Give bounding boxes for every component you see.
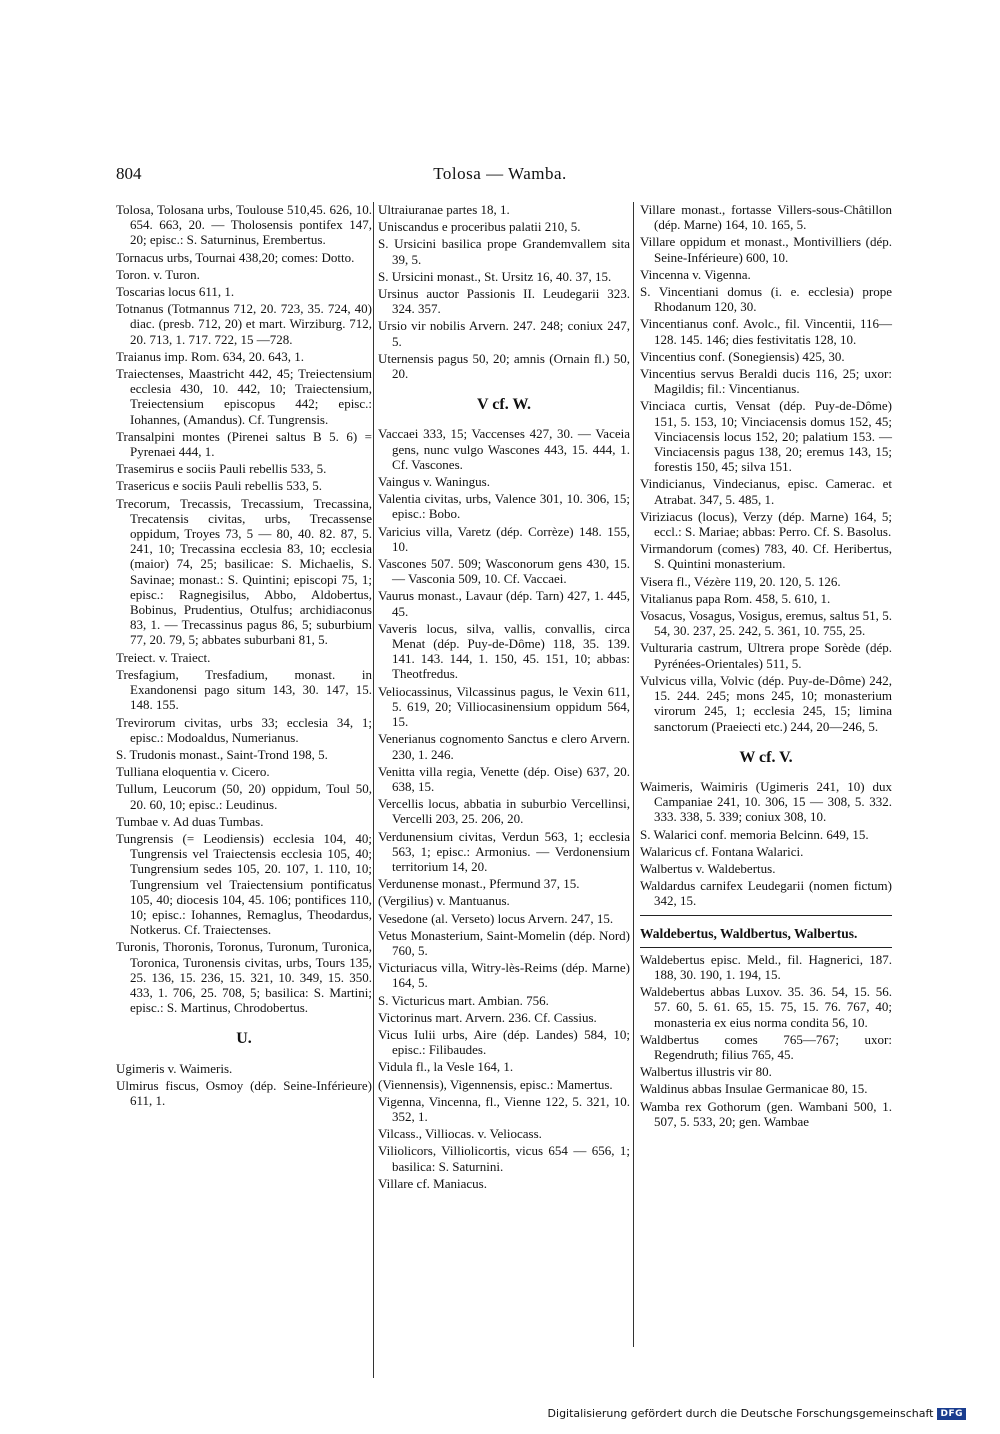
entry-list [640,952,892,1129]
index-entry: Valentia civitas, urbs, Valence 301, 10. 306, 15; episc.: Bobo. [378,491,630,522]
column-divider [373,202,374,1378]
index-entry: Ultraiuranae partes 18, 1. [378,202,510,217]
index-entry: Vinciaca curtis, Vensat (dép. Puy-de-Dôme) 151, 5. 153, 10; Vinciacensis domus 152, 45; Vinciacensis locus 152, 20; palatium 153. — Vinciacensis pagus 138, 20; eremus 143, 15; forestis 150, 45; silva 151. [640,398,892,475]
index-entry: Transalpini montes (Pirenei saltus B 5. 6) = Pyrenaei 444, 1. [116,428,372,460]
index-entry: Virmandorum (comes) 783, 40. Cf. Heribertus, S. Quintini monasterium. [640,541,892,572]
index-entry: Victorinus mart. Arvern. 236. Cf. Cassius. [378,1009,597,1025]
entry-list [378,202,630,381]
entry-list [116,202,372,1015]
index-entry: Verdunense monast., Pfermund 37, 15. [378,876,580,892]
index-entry: Tresfagium, Tresfadium, monast. in Exandonensi pago situm 143, 30. 147, 15. 148. 155. [116,666,372,713]
index-entry: Viliolicors, Villiolicortis, vicus 654 — 656, 1; basilica: S. Saturnini. [378,1143,630,1174]
index-entry: Vercellis locus, abbatia in suburbio Vercellinsi, Vercelli 203, 25. 206, 20. [378,796,630,827]
index-entry: (Viennensis), Vigennensis, episc.: Mamertus. [378,1076,613,1092]
index-entry: Villare oppidum et monast., Montivilliers (dép. Seine-Inférieure) 600, 10. [640,234,892,265]
index-entry: Walaricus cf. Fontana Walarici. [640,843,804,859]
index-entry: Waldardus carnifex Leudegarii (nomen fictum) 342, 15. [640,878,892,909]
digitization-credit [548,1407,966,1420]
index-entry: Veliocassinus, Vilcassinus pagus, le Vexin 611, 5. 619, 20; Villiocasinensium oppidum 564, 15. [378,683,630,730]
index-entry: S. Victuricus mart. Ambian. 756. [378,992,549,1008]
index-entry: Waldbertus comes 765—767; uxor: Regendruth; filius 765, 45. [640,1031,892,1062]
index-entry: Tornacus urbs, Tournai 438,20; comes: Dotto. [116,249,355,265]
index-entry: Waldinus abbas Insulae Germanicae 80, 15. [640,1081,868,1097]
index-entry: Verdunensium civitas, Verdun 563, 1; ecclesia 563, 1; episc.: Armonius. — Verdonensium territorium 14, 20. [378,828,630,874]
index-entry: Vincentianus conf. Avolc., fil. Vincentii, 116—128. 145. 146; dies festivitatis 128, 10. [640,316,892,347]
index-entry: Vaveris locus, silva, vallis, convallis, circa Menat (dép. Puy-de-Dôme) 118, 35. 139. 141. 143. 144, 1. 150, 45. 151, 10; abbas: Theotfredus. [378,620,630,682]
index-entry: Villare monast., fortasse Villers-sous-Châtillon (dép. Marne) 164, 10. 165, 5. [640,202,892,233]
bold-subheading: Waldebertus, Waldbertus, Walbertus. [640,925,858,941]
index-entry: Viriziacus (locus), Verzy (dép. Marne) 164, 5; eccl.: S. Mariae; abbas: Perro. Cf. S. Basolus. [640,508,892,540]
page-number: 804 [116,164,142,183]
index-entry: Vindicianus, Vindecianus, episc. Camerac. et Atrabat. 347, 5. 485, 1. [640,476,892,507]
section-heading-w: W cf. V. [739,748,793,766]
index-entry: Tullum, Leucorum (50, 20) oppidum, Toul 50, 20. 60, 10; episc.: Leudinus. [116,781,372,812]
index-entry: Vaingus v. Waningus. [378,474,490,490]
entry-list [378,426,630,1191]
column-divider [633,202,634,1347]
index-entry: Vaccaei 333, 15; Vaccenses 427, 30. — Vaceia gens, nunc vulgo Wascones 443, 15. 444, 1. Cf. Vascones. [378,426,630,472]
entry-list [116,1061,372,1109]
index-entry: Ursinus auctor Passionis II. Leudegarii 323. 324. 357. [378,286,630,317]
index-entry: Venitta villa regia, Venette (dép. Oise) 637, 20. 638, 15. [378,763,630,794]
separator-line [640,915,892,916]
index-entry: Tumbae v. Ad duas Tumbas. [116,813,264,829]
index-entry: Vincentius servus Beraldi ducis 116, 25; uxor: Magildis; fil.: Vincentianus. [640,366,892,397]
index-entry: Varicius villa, Varetz (dép. Corrèze) 148. 155, 10. [378,523,630,554]
index-entry: Trasericus e sociis Pauli rebellis 533, 5. [116,478,323,494]
index-entry: Uternensis pagus 50, 20; amnis (Ornain fl.) 50, 20. [378,350,630,382]
index-entry: Villare cf. Maniacus. [378,1175,487,1191]
index-entry: S. Ursicini basilica prope Grandemvallem sita 39, 5. [378,236,630,267]
index-entry: (Vergilius) v. Mantuanus. [378,893,510,909]
section-heading-u: U. [236,1030,252,1048]
index-entry: Trasemirus e sociis Pauli rebellis 533, 5. [116,461,327,477]
index-entry: Venerianus cognomento Sanctus e clero Arvern. 230, 1. 246. [378,731,630,762]
index-entry: Vetus Monasterium, Saint-Momelin (dép. Nord) 760, 5. [378,927,630,958]
index-entry: Tungrensis (= Leodiensis) ecclesia 104, 40; Tungrensis vel Traiectensis ecclesia 105, 40; Tungrensium sedes 105, 20. 107, 1. 110, 10; Tungrensium vel Traiectensium pontificatus 105, 40; diocesis 104, 45. 106; pontifices 110, 10; episc.: Iohannes, Remaglus, Theodardus, Notkerus. Cf. Traiectenses. [116,830,372,938]
index-entry: Uniscandus e proceribus palatii 210, 5. [378,219,581,235]
index-entry: Vincenna v. Vigenna. [640,266,751,282]
section-heading-v: V cf. W. [477,396,531,414]
index-entry: Waldebertus episc. Meld., fil. Hagnerici, 187. 188, 30. 190, 1. 194, 15. [640,951,892,982]
index-entry: Toscarias locus 611, 1. [116,284,235,300]
index-entry: Treiect. v. Traiect. [116,649,211,665]
separator-line [640,947,892,948]
index-entry: Visera fl., Vézère 119, 20. 120, 5. 126. [640,573,841,589]
running-head: Tolosa — Wamba. [433,164,567,183]
index-entry: Victuriacus villa, Witry-lès-Reims (dép. Marne) 164, 5. [378,960,630,991]
index-entry: Ursio vir nobilis Arvern. 247. 248; coniux 247, 5. [378,318,630,349]
index-entry: Ugimeris v. Waimeris. [116,1060,233,1076]
index-entry: Trecorum, Trecassis, Trecassium, Trecassina, Trecatensis civitas, urbs, Trecassense oppidum, Troyes 73, 5 — 80, 40. 82. 87, 5. 241, 10; Trecassina ecclesia 83, 10; ecclesia (maior) 74, 25; basilicae: S. Michaelis, S. Savinae; monast.: S. Quintini; episcopi 75, 1; episc.: Ragnegisilus, Abbo, Aldobertus, Bobinus, Prudentius, Otulfus; archidiaconus 83, 1. — Trecassinus pagus 86, 5; suburbium 77, 20. 79, 5; abbates suburbani 81, 5. [116,495,372,648]
index-entry: Tolosa, Tolosana urbs, Toulouse 510,45. 626, 10. 654. 663, 20. — Tholosensis pontifex 147, 20; episc.: S. Saturninus, Erembertus. [116,202,372,248]
index-entry: Vidula fl., la Vesle 164, 1. [378,1059,514,1075]
index-entry: Vulvicus villa, Volvic (dép. Puy-de-Dôme) 242, 15. 244. 245; mons 245, 10; monasterium virorum 245, 1; ecclesia 245, 15; limina sanctorum (Praeiecti etc.) 244, 20—246, 5. [640,672,892,734]
index-entry: Traiectenses, Maastricht 442, 45; Treiectensium ecclesia 430, 10. 442, 10; Traiectensium, Treiectensium episcopus 442; episc.: Iohannes, (Amandus). Cf. Tungrensis. [116,366,372,427]
index-entry: S. Walarici conf. memoria Belcinn. 649, 15. [640,826,869,842]
dfg-logo: DFG [937,1408,966,1420]
index-entry: Walbertus v. Waldebertus. [640,860,776,876]
index-entry: S. Ursicini monast., St. Ursitz 16, 40. 37, 15. [378,268,612,284]
index-entry: Vaurus monast., Lavaur (dép. Tarn) 427, 1. 445, 45. [378,588,630,619]
index-entry: Toron. v. Turon. [116,266,200,282]
index-entry: Waldebertus abbas Luxov. 35. 36. 54, 15. 56. 57. 60, 5. 61. 65, 15. 75, 15. 76. 767, 40; monasteria ex eius norma condita 56, 10. [640,984,892,1030]
entry-list [640,779,892,909]
index-entry: Turonis, Thoronis, Toronus, Turonum, Turonica, Toronica, Turonensis civitas, urbs, Tours 135, 25. 136, 15. 236, 15. 321, 10. 349, 15. 350. 433, 1. 706, 25. 708, 5; basilica: S. Martini; episc.: S. Martinus, Chrodobertus. [116,939,372,1016]
index-column-3 [640,202,892,1282]
index-entry: Trevirorum civitas, urbs 33; ecclesia 34, 1; episc.: Modoaldus, Numerianus. [116,714,372,745]
index-entry: Vincentius conf. (Sonegiensis) 425, 30. [640,348,845,364]
index-entry: Traianus imp. Rom. 634, 20. 643, 1. [116,348,305,364]
index-entry: Ulmirus fiscus, Osmoy (dép. Seine-Inférieure) 611, 1. [116,1077,372,1108]
index-column-2 [378,202,630,1302]
index-entry: Totnanus (Totmannus 712, 20. 723, 35. 724, 40) diac. (presb. 712, 20) et mart. Wirziburg. 712, 20. 713, 1. 717. 722, 15 —728. [116,301,372,347]
index-entry: Vesedone (al. Verseto) locus Arvern. 247, 15. [378,910,614,926]
index-entry: Tulliana eloquentia v. Cicero. [116,764,270,780]
index-entry: Vulturaria castrum, Ultrera prope Sorède (dép. Pyrénées-Orientales) 511, 5. [640,640,892,671]
index-entry: Wamba rex Gothorum (gen. Wambani 500, 1. 507, 5. 533, 20; gen. Wambae [640,1098,892,1129]
index-entry: Vilcass., Villiocas. v. Veliocass. [378,1126,542,1142]
index-entry: S. Vincentiani domus (i. e. ecclesia) prope Rhodanum 120, 30. [640,284,892,315]
index-entry: Vitalianus papa Rom. 458, 5. 610, 1. [640,590,831,606]
index-entry: Waimeris, Waimiris (Ugimeris 241, 10) dux Campaniae 241, 10. 306, 15 — 308, 5. 332. 333. 338, 5. 339; coniux 308, 10. [640,778,892,825]
credit-text: Digitalisierung gefördert durch die Deutsche Forschungsgemeinschaft [547,1407,934,1420]
index-entry: Vascones 507. 509; Wasconorum gens 430, 15. — Vasconia 509, 10. Cf. Vaccaei. [378,556,630,587]
index-entry: Vigenna, Vincenna, fl., Vienne 122, 5. 321, 10. 352, 1. [378,1093,630,1124]
index-entry: Vicus Iulii urbs, Aire (dép. Landes) 584, 10; episc.: Filibaudes. [378,1026,630,1058]
index-entry: Vosacus, Vosagus, Vosigus, eremus, saltus 51, 5. 54, 30. 237, 25. 242, 5. 361, 10. 755, 25. [640,608,892,639]
index-entry: Walbertus illustris vir 80. [640,1064,772,1080]
entry-list [640,202,892,734]
index-entry: S. Trudonis monast., Saint-Trond 198, 5. [116,746,328,762]
index-column-1 [116,202,372,1382]
